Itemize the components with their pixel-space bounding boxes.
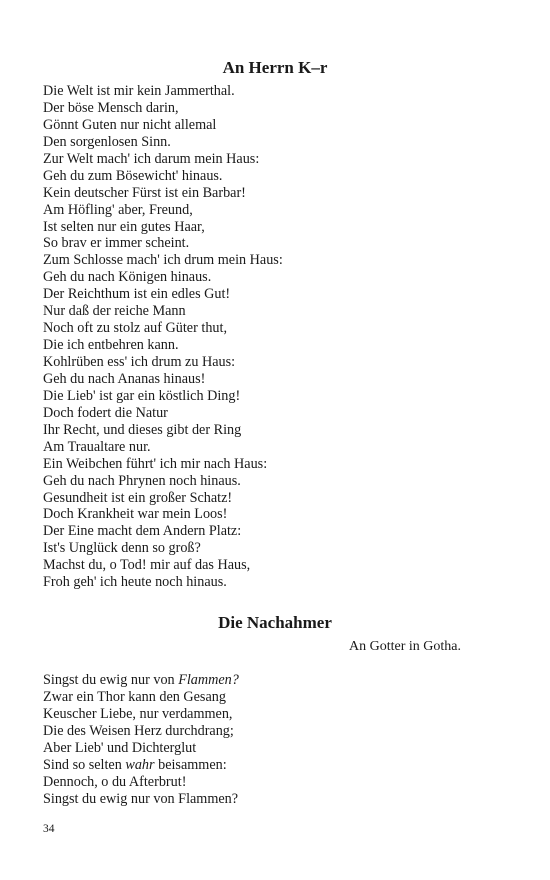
verse-line: Kein deutscher Fürst ist ein Barbar! xyxy=(43,184,246,201)
verse-line: Ist selten nur ein gutes Haar, xyxy=(43,218,205,235)
verse-line: Doch Krankheit war mein Loos! xyxy=(43,506,228,523)
verse-line xyxy=(43,689,239,706)
verse-line: Der Reichthum ist ein edles Gut! xyxy=(43,286,231,303)
verse-line: Nur daß der reiche Mann xyxy=(43,303,186,320)
verse-line: Zum Schlosse mach' ich drum mein Haus: xyxy=(43,252,283,269)
verse-text: Dennoch, o du Afterbrut! xyxy=(43,773,187,790)
poem-stanza xyxy=(43,672,239,808)
verse-line: Geh du zum Bösewicht' hinaus. xyxy=(43,167,223,184)
verse-line: Doch fodert die Natur xyxy=(43,404,168,421)
poem-dedication: An Gotter in Gotha. xyxy=(349,639,461,654)
verse-line: Geh du nach Ananas hinaus! xyxy=(43,370,206,387)
verse-line: Machst du, o Tod! mir auf das Haus, xyxy=(43,557,251,574)
verse-line xyxy=(43,757,239,774)
page-number: 34 xyxy=(43,823,55,835)
poem-stanza xyxy=(43,83,283,591)
verse-line: Der böse Mensch darin, xyxy=(43,99,179,116)
verse-text: Sind so selten xyxy=(43,756,126,773)
verse-line: Ein Weibchen führt' ich mir nach Haus: xyxy=(43,455,268,472)
emphasized-word: Flammen? xyxy=(178,672,239,688)
verse-line: Kohlrüben ess' ich drum zu Haus: xyxy=(43,354,236,370)
verse-line: Geh du nach Königen hinaus. xyxy=(43,269,212,286)
poem-title: An Herrn K–r xyxy=(222,58,328,77)
verse-text: beisammen: xyxy=(154,756,227,773)
verse-text: Singst du ewig nur von xyxy=(43,672,179,688)
verse-line: Die ich entbehren kann. xyxy=(43,337,179,354)
verse-line: Zur Welt mach' ich darum mein Haus: xyxy=(43,150,260,167)
verse-line: Am Höfling' aber, Freund, xyxy=(43,201,193,218)
verse-line: Am Traualtare nur. xyxy=(43,438,151,455)
verse-line: Ist's Unglück denn so groß? xyxy=(43,540,201,557)
verse-line: Den sorgenlosen Sinn. xyxy=(43,133,171,150)
verse-line xyxy=(43,723,239,740)
verse-text: Aber Lieb' und Dichterglut xyxy=(43,739,197,756)
verse-line xyxy=(43,740,239,757)
verse-line: Der Eine macht dem Andern Platz: xyxy=(43,523,242,540)
emphasized-word: wahr xyxy=(125,756,155,773)
verse-text: Zwar ein Thor kann den Gesang xyxy=(43,688,226,705)
verse-line xyxy=(43,774,239,791)
verse-line: Noch oft zu stolz auf Güter thut, xyxy=(43,320,227,337)
verse-text: Singst du ewig nur von Flammen? xyxy=(43,790,239,807)
verse-line: Die Welt ist mir kein Jammerthal. xyxy=(43,83,235,99)
poem-title: Die Nachahmer xyxy=(218,613,332,632)
verse-line xyxy=(43,791,239,808)
verse-line: Gönnt Guten nur nicht allemal xyxy=(43,116,217,133)
verse-line: Gesundheit ist ein großer Schatz! xyxy=(43,489,233,506)
verse-line: So brav er immer scheint. xyxy=(43,235,190,252)
verse-line: Ihr Recht, und dieses gibt der Ring xyxy=(43,421,242,438)
verse-line xyxy=(43,672,239,689)
verse-text: Die des Weisen Herz durchdrang; xyxy=(43,722,234,739)
verse-line xyxy=(43,706,239,723)
verse-line: Die Lieb' ist gar ein köstlich Ding! xyxy=(43,387,241,404)
verse-line: Geh du nach Phrynen noch hinaus. xyxy=(43,472,241,489)
verse-line: Froh geh' ich heute noch hinaus. xyxy=(43,574,227,591)
verse-text: Keuscher Liebe, nur verdammen, xyxy=(43,705,233,722)
